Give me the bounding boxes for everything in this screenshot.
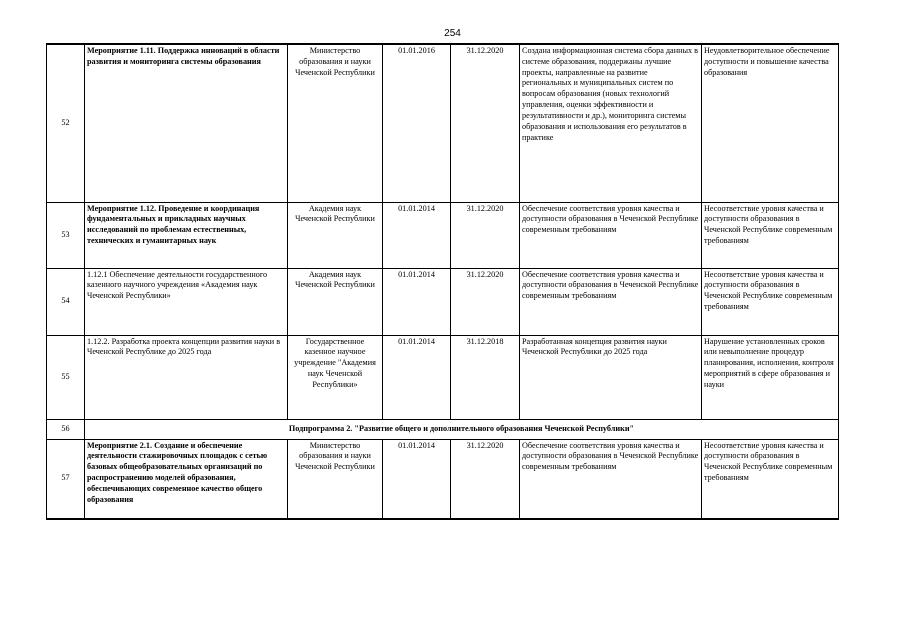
row-number: 57 — [47, 439, 85, 519]
expected-result: Обеспечение соответствия уровня качества и доступности образования в Чеченской Республике современным требованиям — [520, 268, 702, 335]
event-name: 1.12.1 Обеспечение деятельности государственного казенного научного учреждения «Академия наук Чеченской Республики» — [85, 268, 288, 335]
subprogram-title: Подпрограмма 2. "Развитие общего и дополнительного образования Чеченской Республики" — [85, 419, 839, 439]
end-date: 31.12.2020 — [451, 268, 520, 335]
event-name: Мероприятие 1.12. Проведение и координация фундаментальных и прикладных научных исследований по проблемам естественных, технических и гуманитарных наук — [85, 202, 288, 268]
expected-result: Обеспечение соответствия уровня качества и доступности образования в Чеченской Республике современным требованиям — [520, 202, 702, 268]
page-number: 254 — [444, 28, 461, 39]
table-row — [47, 439, 839, 519]
expected-result: Разработанная концепция развития науки Чеченской Республики до 2025 года — [520, 335, 702, 419]
end-date: 31.12.2020 — [451, 439, 520, 519]
table-row — [47, 335, 839, 419]
end-date: 31.12.2020 — [451, 44, 520, 202]
consequence: Неудовлетворительное обеспечение доступности и повышение качества образования — [702, 44, 839, 202]
executor: Министерство образования и науки Чеченской Республики — [288, 44, 383, 202]
start-date: 01.01.2014 — [383, 268, 451, 335]
row-number: 55 — [47, 335, 85, 419]
row-number: 56 — [47, 419, 85, 439]
activities-table — [46, 43, 839, 520]
consequence: Нарушение установленных сроков или невыполнение процедур планирования, исполнения, контроля мероприятий в сфере образования и науки — [702, 335, 839, 419]
start-date: 01.01.2014 — [383, 335, 451, 419]
event-name: 1.12.2. Разработка проекта концепции развития науки в Чеченской Республике до 2025 года — [85, 335, 288, 419]
row-number: 53 — [47, 202, 85, 268]
consequence: Несоответствие уровня качества и доступности образования в Чеченской Республике современным требованиям — [702, 439, 839, 519]
start-date: 01.01.2014 — [383, 202, 451, 268]
executor: Министерство образования и науки Чеченской Республики — [288, 439, 383, 519]
table-row — [47, 268, 839, 335]
consequence: Несоответствие уровня качества и доступности образования в Чеченской Республике современным требованиям — [702, 268, 839, 335]
end-date: 31.12.2018 — [451, 335, 520, 419]
executor: Государственное казенное научное учреждение "Академия наук Чеченской Республики» — [288, 335, 383, 419]
subprogram-row — [47, 419, 839, 439]
consequence: Несоответствие уровня качества и доступности образования в Чеченской Республике современным требованиям — [702, 202, 839, 268]
executor: Академия наук Чеченской Республики — [288, 202, 383, 268]
start-date: 01.01.2014 — [383, 439, 451, 519]
row-number: 52 — [47, 44, 85, 202]
expected-result: Создана информационная система сбора данных в системе образования, поддержаны лучшие проекты, направленные на развитие региональных и муниципальных систем по вопросам образования (новых технологий управления, оценки эффективности и результативности и др.), мониторинга системы образования и использования его результатов в практике — [520, 44, 702, 202]
table-row — [47, 202, 839, 268]
row-number: 54 — [47, 268, 85, 335]
table-row — [47, 44, 839, 202]
event-name: Мероприятие 2.1. Создание и обеспечение деятельности стажировочных площадок с сетью базовых общеобразовательных организаций по распространению моделей образования, обеспечивающих современное качество общего образования — [85, 439, 288, 519]
executor: Академия наук Чеченской Республики — [288, 268, 383, 335]
expected-result: Обеспечение соответствия уровня качества и доступности образования в Чеченской Республике современным требованиям — [520, 439, 702, 519]
event-name: Мероприятие 1.11. Поддержка инноваций в области развития и мониторинга системы образования — [85, 44, 288, 202]
end-date: 31.12.2020 — [451, 202, 520, 268]
start-date: 01.01.2016 — [383, 44, 451, 202]
